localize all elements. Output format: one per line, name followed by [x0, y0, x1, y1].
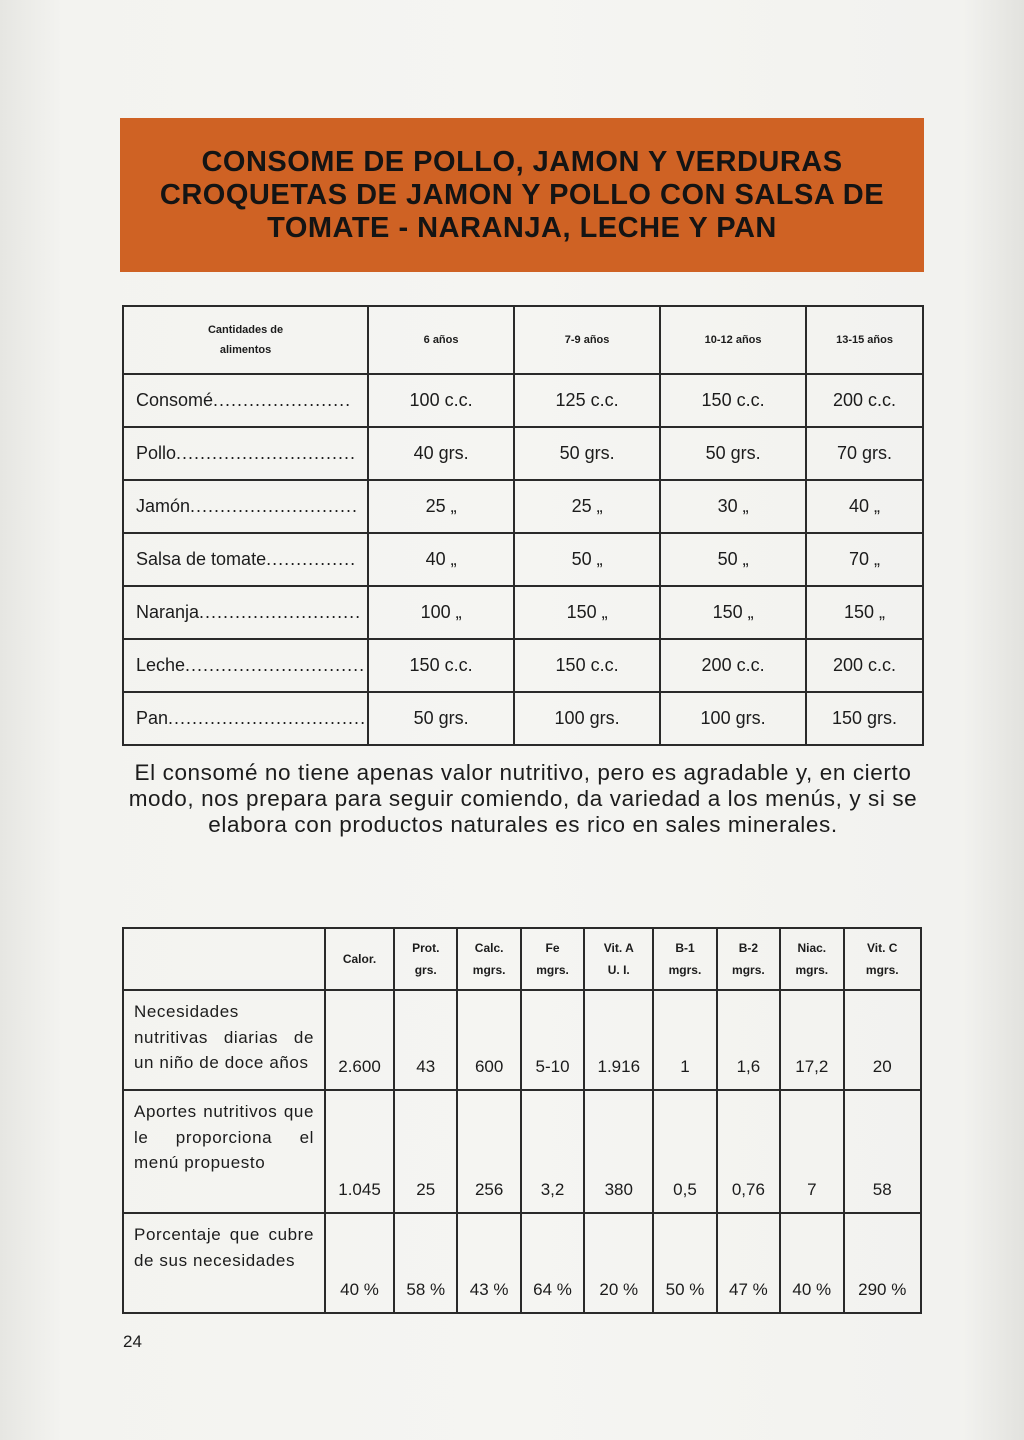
quantities-body [123, 374, 923, 745]
quantities-row [123, 374, 923, 427]
quantities-row [123, 533, 923, 586]
nutrition-body [123, 990, 921, 1313]
quantity-cell: 150 c.c. [514, 639, 660, 692]
quantity-cell: 150 „ [660, 586, 806, 639]
quantity-cell: 25 „ [514, 480, 660, 533]
nutrient-column-header [584, 928, 653, 990]
nutrient-name: Niac. [797, 941, 827, 955]
nutrient-name: Calc. [474, 941, 504, 955]
quantity-cell: 200 c.c. [806, 639, 923, 692]
food-label [123, 533, 368, 586]
nutrition-value-cell: 20 % [584, 1213, 653, 1313]
quantity-cell: 200 c.c. [806, 374, 923, 427]
nutrition-value-cell: 2.600 [325, 990, 394, 1090]
nutrient-column-header [394, 928, 457, 990]
nutrition-value-cell: 0,5 [653, 1090, 716, 1213]
nutrient-unit: mgrs. [472, 963, 506, 977]
leader-dots: ............... [266, 549, 357, 569]
nutrition-row-label: Necesidades nutritivas diarias de un niño de doce años [123, 990, 325, 1090]
nutrition-value-cell: 3,2 [521, 1090, 584, 1213]
nutrition-value-cell: 290 % [844, 1213, 922, 1313]
food-label [123, 586, 368, 639]
nutrient-unit: mgrs. [865, 963, 899, 977]
nutrition-value-cell: 50 % [653, 1213, 716, 1313]
food-name: Pan [136, 708, 169, 728]
nutrition-row [123, 1090, 921, 1213]
quantities-table [122, 305, 924, 746]
nutrition-row [123, 1213, 921, 1313]
nutrient-unit: mgrs. [795, 963, 829, 977]
consome-note-paragraph: El consomé no tiene apenas valor nutritivo, pero es agradable y, en cierto modo, nos prepara para seguir comiendo, da variedad a los menús, y si se elabora con productos naturales es rico en sales minerales. [128, 760, 918, 837]
nutrition-row-label: Porcentaje que cubre de sus necesidades [123, 1213, 325, 1313]
nutrition-value-cell: 256 [457, 1090, 520, 1213]
nutrient-column-header [521, 928, 584, 990]
nutrition-value-cell: 58 [844, 1090, 922, 1213]
food-label [123, 639, 368, 692]
quantity-cell: 150 c.c. [660, 374, 806, 427]
leader-dots: .............................. [176, 443, 357, 463]
nutrient-column-header [780, 928, 843, 990]
nutrient-unit: U. I. [607, 963, 630, 977]
nutrient-column-header [325, 928, 394, 990]
food-name: Jamón [136, 496, 191, 516]
quantity-cell: 125 c.c. [514, 374, 660, 427]
nutrient-unit: grs. [414, 963, 437, 977]
nutrient-name: Vit. A [603, 941, 634, 955]
quantity-cell: 40 grs. [368, 427, 514, 480]
column-header: 10-12 años [660, 306, 806, 374]
nutrition-corner-header [123, 928, 325, 990]
column-header: 7-9 años [514, 306, 660, 374]
quantity-cell: 25 „ [368, 480, 514, 533]
quantity-cell: 150 „ [806, 586, 923, 639]
nutrition-value-cell: 5-10 [521, 990, 584, 1090]
menu-title-line-2: CROQUETAS DE JAMON Y POLLO CON SALSA DE [159, 178, 885, 211]
leader-dots: ....................... [213, 390, 352, 410]
nutrient-name: Calor. [342, 952, 377, 966]
leader-dots: ............................ [190, 496, 359, 516]
nutrition-value-cell: 17,2 [780, 990, 843, 1090]
food-name: Naranja [136, 602, 200, 622]
food-label [123, 480, 368, 533]
quantity-cell: 50 grs. [368, 692, 514, 745]
quantity-cell: 70 grs. [806, 427, 923, 480]
nutrition-value-cell: 1.916 [584, 990, 653, 1090]
nutrition-row-label: Aportes nutritivos que le proporciona el menú propuesto [123, 1090, 325, 1213]
quantity-cell: 100 c.c. [368, 374, 514, 427]
quantities-row [123, 692, 923, 745]
nutrition-value-cell: 1.045 [325, 1090, 394, 1213]
nutrition-value-cell: 25 [394, 1090, 457, 1213]
nutrition-value-cell: 1,6 [717, 990, 780, 1090]
quantity-cell: 200 c.c. [660, 639, 806, 692]
nutrition-table [122, 927, 922, 1314]
nutrition-value-cell: 20 [844, 990, 922, 1090]
menu-title-line-1: CONSOME DE POLLO, JAMON Y VERDURAS [201, 145, 843, 178]
nutrient-column-header [717, 928, 780, 990]
food-name: Pollo [136, 443, 177, 463]
quantity-cell: 50 „ [514, 533, 660, 586]
quantities-row [123, 639, 923, 692]
nutrient-unit: mgrs. [536, 963, 569, 977]
nutrient-name: Prot. [412, 941, 440, 955]
leader-dots: ................................. [168, 708, 367, 728]
quantity-cell: 150 c.c. [368, 639, 514, 692]
nutrition-value-cell: 58 % [394, 1213, 457, 1313]
corner-line-2: alimentos [219, 344, 272, 356]
menu-title-banner [120, 118, 924, 272]
nutrient-name: Vit. C [867, 941, 898, 955]
food-label [123, 374, 368, 427]
quantities-corner-header [123, 306, 368, 374]
food-name: Leche [136, 655, 186, 675]
quantities-row [123, 586, 923, 639]
food-label [123, 692, 368, 745]
column-header: 13-15 años [806, 306, 923, 374]
nutrition-value-cell: 0,76 [717, 1090, 780, 1213]
leader-dots: ........................... [199, 602, 362, 622]
nutrition-value-cell: 380 [584, 1090, 653, 1213]
quantities-header-row [123, 306, 923, 374]
column-header: 6 años [368, 306, 514, 374]
quantity-cell: 50 grs. [660, 427, 806, 480]
quantity-cell: 50 grs. [514, 427, 660, 480]
quantity-cell: 150 grs. [806, 692, 923, 745]
nutrient-name: B-1 [675, 941, 695, 955]
nutrition-value-cell: 7 [780, 1090, 843, 1213]
quantity-cell: 70 „ [806, 533, 923, 586]
nutrition-value-cell: 64 % [521, 1213, 584, 1313]
nutrition-value-cell: 40 % [325, 1213, 394, 1313]
nutrition-header-row [123, 928, 921, 990]
nutrition-value-cell: 1 [653, 990, 716, 1090]
nutrient-column-header [457, 928, 520, 990]
nutrient-column-header [844, 928, 922, 990]
nutrition-value-cell: 600 [457, 990, 520, 1090]
menu-title-line-3: TOMATE - NARANJA, LECHE Y PAN [267, 211, 777, 244]
quantity-cell: 40 „ [806, 480, 923, 533]
quantity-cell: 40 „ [368, 533, 514, 586]
quantity-cell: 50 „ [660, 533, 806, 586]
quantity-cell: 150 „ [514, 586, 660, 639]
nutrition-row [123, 990, 921, 1090]
quantities-row [123, 427, 923, 480]
nutrient-unit: mgrs. [668, 963, 702, 977]
corner-line-1: Cantidades de [207, 324, 284, 336]
nutrient-column-header [653, 928, 716, 990]
nutrient-unit: mgrs. [732, 963, 765, 977]
nutrition-value-cell: 43 % [457, 1213, 520, 1313]
quantity-cell: 100 „ [368, 586, 514, 639]
nutrition-value-cell: 40 % [780, 1213, 843, 1313]
nutrient-name: B-2 [738, 941, 759, 955]
food-name: Consomé [136, 390, 214, 410]
food-label [123, 427, 368, 480]
nutrition-value-cell: 47 % [717, 1213, 780, 1313]
food-name: Salsa de tomate [136, 549, 267, 569]
nutrient-name: Fe [545, 941, 560, 955]
leader-dots: .............................. [185, 655, 366, 675]
page-number: 24 [123, 1332, 142, 1351]
quantity-cell: 100 grs. [514, 692, 660, 745]
quantity-cell: 100 grs. [660, 692, 806, 745]
quantities-row [123, 480, 923, 533]
quantity-cell: 30 „ [660, 480, 806, 533]
nutrition-value-cell: 43 [394, 990, 457, 1090]
